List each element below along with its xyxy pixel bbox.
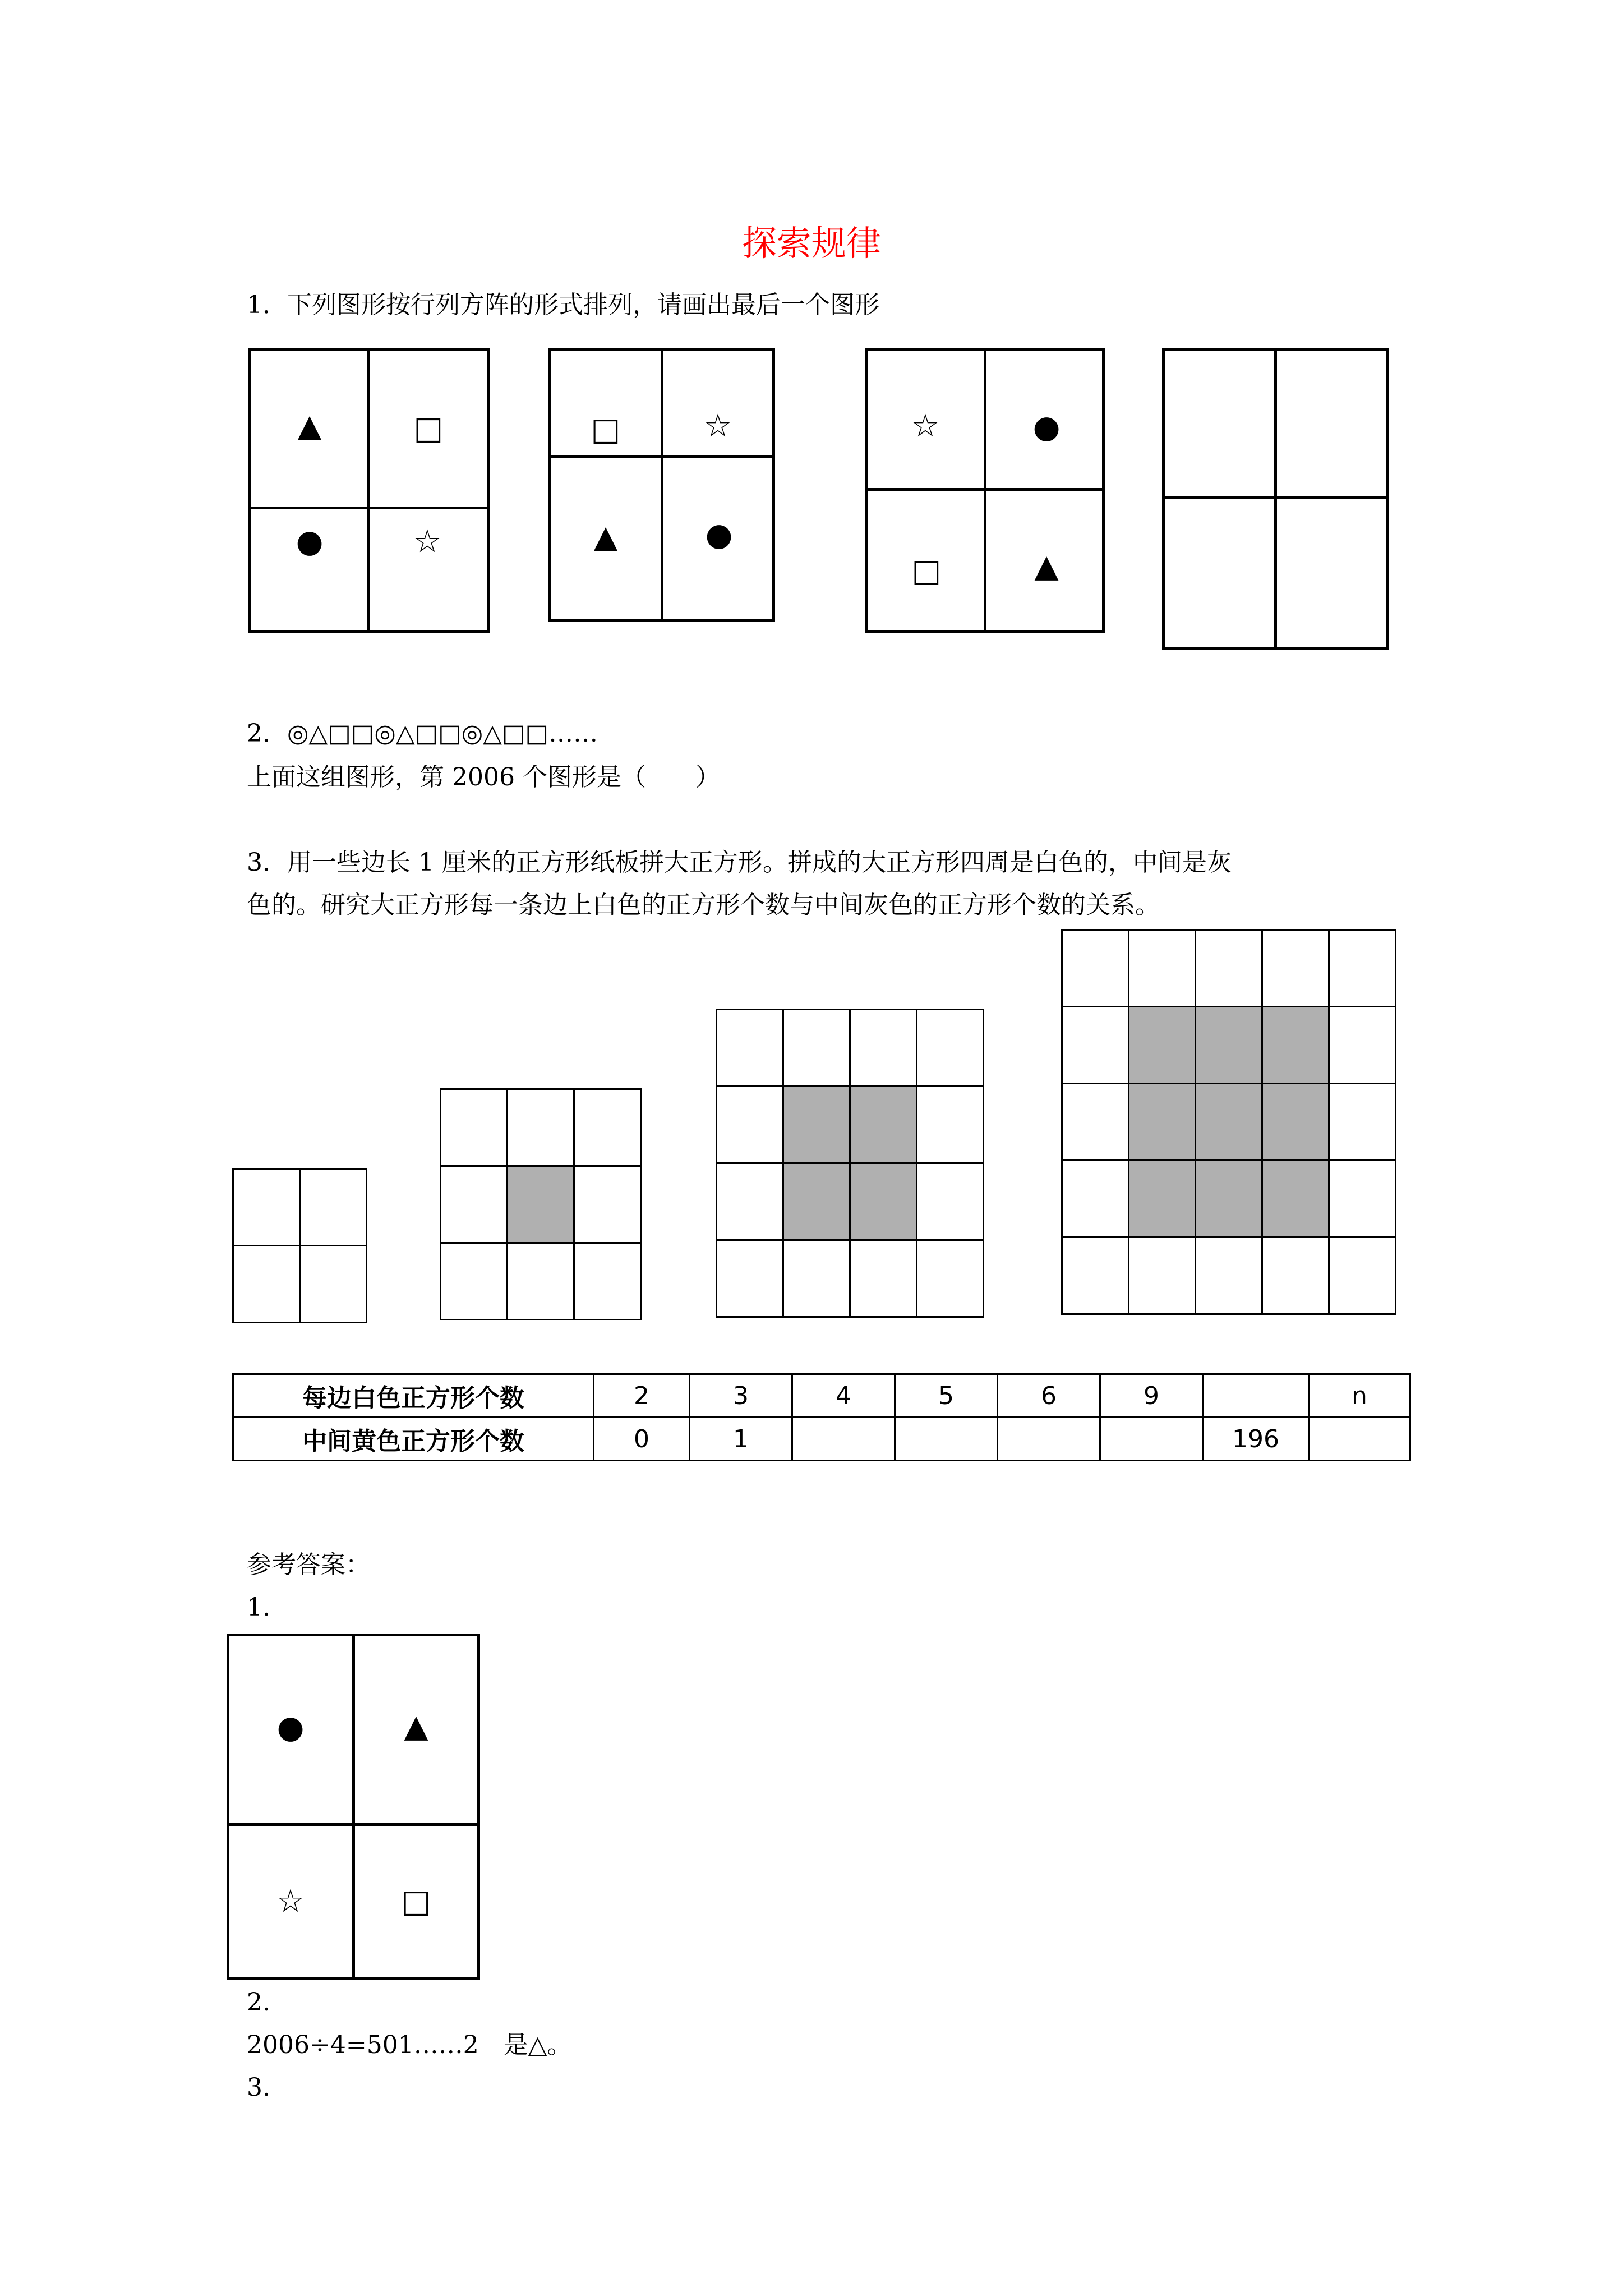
answers-heading: 参考答案：	[247, 1550, 370, 1579]
table-cell	[1100, 1418, 1203, 1461]
table-cell: 0	[594, 1418, 690, 1461]
divider	[548, 455, 775, 458]
table-cell: 1	[690, 1418, 792, 1461]
star-icon: ☆	[276, 1883, 305, 1920]
table-cell: 2	[594, 1374, 690, 1418]
dot-icon: ●	[296, 523, 324, 560]
divider	[248, 507, 490, 509]
divider	[661, 348, 663, 622]
table-cell: 6	[998, 1374, 1100, 1418]
triangle-icon: ▲	[1034, 548, 1059, 585]
triangle-icon: ▲	[297, 408, 322, 444]
divider	[1162, 496, 1389, 499]
table-cell: 5	[895, 1374, 998, 1418]
square-grid-5x5	[1061, 929, 1396, 1315]
square-grid-4x4	[716, 1009, 984, 1318]
relationship-table	[232, 1373, 1411, 1461]
star-icon: ☆	[911, 408, 940, 444]
divider	[352, 1634, 355, 1980]
table-cell	[792, 1418, 895, 1461]
answer-1-label: 1.	[247, 1593, 270, 1622]
table-cell	[998, 1418, 1100, 1461]
table-cell: 3	[690, 1374, 792, 1418]
answer-2-text: 2006÷4=501……2 是△。	[247, 2031, 572, 2059]
page-title: 探索规律	[741, 223, 881, 264]
square-icon: □	[413, 410, 444, 447]
dot-icon: ●	[276, 1709, 305, 1746]
table-cell: 4	[792, 1374, 895, 1418]
table-cell: 9	[1100, 1374, 1203, 1418]
question-3-line-2: 色的。研究大正方形每一条边上白色的正方形个数与中间灰色的正方形个数的关系。	[247, 891, 1160, 919]
question-2-text: 上面这组图形，第 2006 个图形是（ ）	[247, 763, 720, 792]
star-icon: ☆	[413, 523, 442, 560]
square-grid-2x2	[232, 1168, 367, 1323]
table-row	[233, 1374, 1410, 1418]
answer-2-label: 2.	[247, 1988, 270, 2017]
row-header: 中间黄色正方形个数	[233, 1418, 594, 1461]
square-icon: □	[401, 1883, 431, 1920]
dot-icon: ●	[1032, 409, 1061, 445]
divider	[1274, 348, 1277, 650]
question-3-line-1: 3．用一些边长 1 厘米的正方形纸板拼大正方形。拼成的大正方形四周是白色的，中间是灰	[247, 848, 1232, 877]
divider	[367, 348, 370, 633]
star-icon: ☆	[703, 408, 732, 444]
divider	[865, 488, 1105, 491]
table-cell	[895, 1418, 998, 1461]
triangle-icon: ▲	[404, 1708, 428, 1745]
square-icon: □	[591, 411, 621, 448]
table-cell: n	[1309, 1374, 1410, 1418]
table-cell	[1203, 1374, 1309, 1418]
row-header: 每边白色正方形个数	[233, 1374, 594, 1418]
table-row	[233, 1418, 1410, 1461]
table-cell: 196	[1203, 1418, 1309, 1461]
triangle-icon: ▲	[593, 519, 618, 555]
square-grid-3x3	[440, 1088, 642, 1320]
gray-square	[508, 1166, 574, 1243]
question-1-text: 1．下列图形按行列方阵的形式排列，请画出最后一个图形	[247, 291, 879, 319]
divider	[227, 1823, 480, 1826]
question-2-sequence: 2．◎△□□◎△□□◎△□□……	[247, 719, 598, 748]
answer-3-label: 3.	[247, 2073, 270, 2102]
dot-icon: ●	[705, 517, 733, 553]
table-cell	[1309, 1418, 1410, 1461]
square-icon: □	[911, 553, 942, 589]
